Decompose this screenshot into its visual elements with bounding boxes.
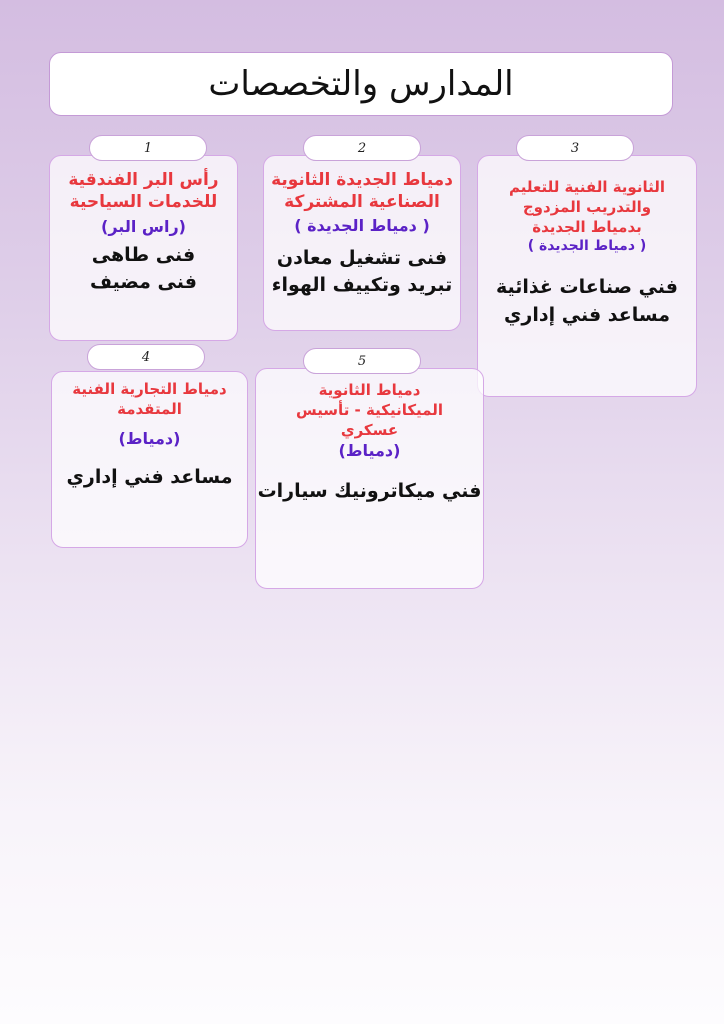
school-name-line: بدمياط الجديدة (532, 217, 642, 236)
school-name-line: دمياط الجديدة الثانوية (271, 170, 453, 190)
school-name-line: رأس البر الفندقية (68, 170, 219, 190)
specialization: فنى تشغيل معادن (276, 246, 448, 269)
school-name-line: والتدريب المزدوج (522, 197, 652, 216)
school-number: 2 (357, 140, 367, 156)
school-card-5 (255, 368, 484, 589)
school-number-tab-4 (87, 344, 205, 370)
specialization: مساعد فني إداري (66, 465, 233, 488)
school-name-line: الصناعية المشتركة (284, 192, 440, 213)
specialization: مساعد فني إداري (504, 303, 670, 326)
school-number-tab-5 (303, 348, 421, 374)
page-title: المدارس والتخصصات (208, 64, 514, 104)
specialization: فنى مضيف (90, 271, 197, 294)
school-city: (دمياط) (118, 428, 181, 448)
school-number: 5 (357, 353, 367, 369)
school-city: (راس البر) (101, 216, 186, 236)
school-name-line: دمياط الثانوية (318, 381, 421, 399)
school-card-3 (477, 155, 697, 397)
page-title-box (49, 52, 673, 116)
school-name-line: للخدمات السياحية (69, 192, 218, 213)
school-city: ( دمياط الجديدة ) (527, 238, 647, 255)
specialization: فنى طاهى (91, 243, 196, 266)
school-city: (دمياط) (338, 441, 401, 461)
school-name-line: دمياط التجارية الفنية (72, 380, 227, 398)
school-number: 3 (570, 140, 580, 156)
school-city: ( دمياط الجديدة ) (294, 215, 430, 235)
school-name-line: المتقدمة (117, 399, 182, 418)
school-number: 4 (141, 349, 151, 365)
school-card-2 (263, 155, 461, 331)
school-number: 1 (143, 140, 153, 156)
specialization: فني صناعات غذائية (496, 276, 678, 299)
school-number-tab-2 (303, 135, 421, 161)
specialization: فني ميكاترونيك سيارات (257, 480, 482, 503)
school-number-tab-3 (516, 135, 634, 161)
school-name-line: الثانوية الفنية للتعليم (508, 178, 665, 196)
specialization: تبريد وتكييف الهواء (271, 274, 453, 297)
school-name-line: عسكري (340, 420, 399, 439)
school-card-4 (51, 371, 248, 548)
school-number-tab-1 (89, 135, 207, 161)
school-name-line: الميكانيكية - تأسيس (295, 400, 444, 419)
school-card-1 (49, 155, 238, 341)
